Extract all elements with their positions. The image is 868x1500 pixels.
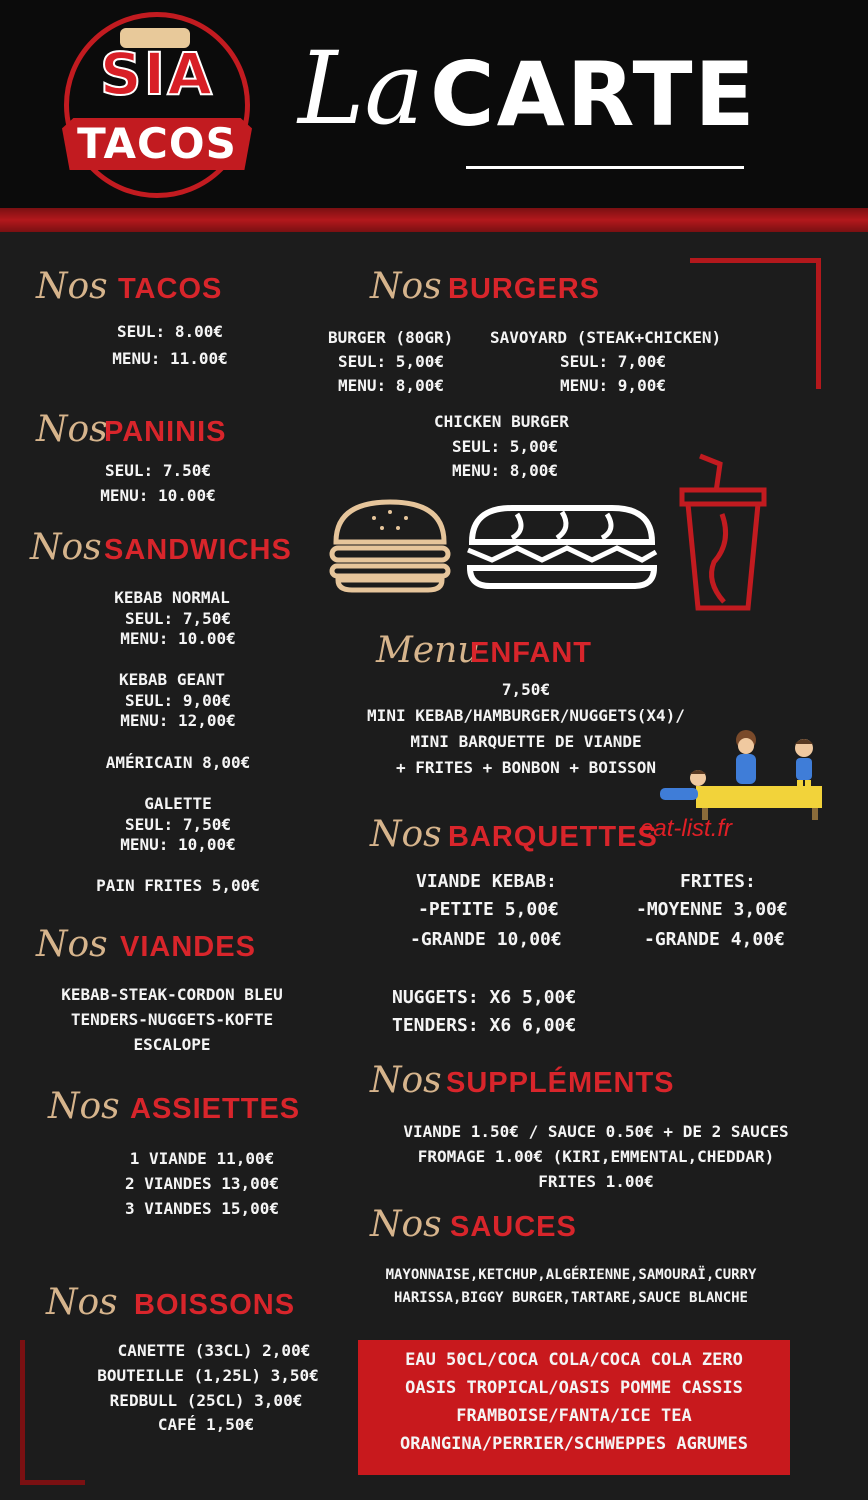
cup-icon — [676, 452, 770, 614]
chicken-burger-seul: SEUL: 5,00€ — [452, 437, 558, 456]
section-title-tacos: TACOS — [118, 273, 223, 305]
drinks-line-1: EAU 50CL/COCA COLA/COCA COLA ZERO — [405, 1350, 743, 1370]
tacos-seul: SEUL: 8.00€ — [117, 322, 223, 341]
enfant-line-2: MINI BARQUETTE DE VIANDE — [410, 732, 642, 751]
corner-frame-top-right — [690, 258, 821, 389]
section-script-tacos: Nos — [36, 266, 108, 307]
assiettes-2: 2 VIANDES 13,00€ — [124, 1174, 280, 1193]
burger-seul: SEUL: 5,00€ — [338, 352, 444, 371]
savoyard-seul: SEUL: 7,00€ — [560, 352, 666, 371]
kebab-geant-seul: SEUL: 9,00€ — [125, 691, 231, 710]
paninis-seul: SEUL: 7.50€ — [105, 461, 211, 480]
section-title-sandwichs: SANDWICHS — [104, 534, 292, 566]
supplements-line-2: FROMAGE 1.00€ (KIRI,EMMENTAL,CHEDDAR) — [417, 1147, 775, 1166]
supplements-line-3: FRITES 1.00€ — [538, 1172, 654, 1191]
drinks-line-4: ORANGINA/PERRIER/SCHWEPPES AGRUMES — [400, 1434, 748, 1454]
red-divider-band — [0, 208, 868, 232]
savoyard-menu: MENU: 9,00€ — [560, 376, 666, 395]
galette-menu: MENU: 10,00€ — [120, 835, 236, 854]
title-underline — [466, 166, 744, 169]
section-script-burgers: Nos — [370, 266, 442, 307]
barquette-viande-title: VIANDE KEBAB: — [416, 871, 557, 892]
barquette-viande-grande: -GRANDE 10,00€ — [410, 929, 562, 950]
savoyard-name: SAVOYARD (STEAK+CHICKEN) — [490, 328, 722, 347]
enfant-line-1: MINI KEBAB/HAMBURGER/NUGGETS(X4)/ — [367, 706, 685, 725]
drinks-line-2: OASIS TROPICAL/OASIS POMME CASSIS — [405, 1378, 743, 1398]
section-title-boissons: BOISSONS — [134, 1289, 296, 1321]
section-script-paninis: Nos — [36, 409, 108, 450]
section-script-supplements: Nos — [370, 1060, 442, 1101]
boissons-redbull: REDBULL (25CL) 3,00€ — [109, 1391, 303, 1410]
section-script-barquettes: Nos — [370, 814, 442, 855]
viandes-line-3: ESCALOPE — [133, 1035, 211, 1054]
tacos-menu: MENU: 11.00€ — [112, 349, 228, 368]
section-title-paninis: PANINIS — [104, 416, 227, 448]
kebab-normal-seul: SEUL: 7,50€ — [125, 609, 231, 628]
title-script: La — [298, 30, 425, 147]
boissons-cafe: CAFÉ 1,50€ — [157, 1415, 255, 1434]
kebab-normal-name: KEBAB NORMAL — [114, 588, 230, 607]
burger-name: BURGER (80GR) — [328, 328, 454, 347]
section-title-assiettes: ASSIETTES — [130, 1093, 301, 1125]
boissons-canette: CANETTE (33CL) 2,00€ — [117, 1341, 311, 1360]
section-script-boissons: Nos — [46, 1282, 118, 1323]
enfant-price: 7,50€ — [501, 680, 551, 699]
section-script-enfant: Menu — [376, 630, 481, 671]
kebab-geant-name: KEBAB GEANT — [119, 670, 225, 689]
section-title-viandes: VIANDES — [120, 931, 256, 963]
section-script-sandwichs: Nos — [30, 527, 102, 568]
barquette-nuggets: NUGGETS: X6 5,00€ — [392, 987, 577, 1008]
burger-menu: MENU: 8,00€ — [338, 376, 444, 395]
section-script-viandes: Nos — [36, 924, 108, 965]
americain-price: AMÉRICAIN 8,00€ — [105, 753, 251, 772]
kids-illustration — [642, 726, 828, 822]
barquette-viande-petite: -PETITE 5,00€ — [418, 899, 559, 920]
galette-name: GALETTE — [144, 794, 212, 813]
chicken-burger-name: CHICKEN BURGER — [434, 412, 569, 431]
assiettes-1: 1 VIANDE 11,00€ — [129, 1149, 275, 1168]
drinks-line-3: FRAMBOISE/FANTA/ICE TEA — [456, 1406, 692, 1426]
section-title-sauces: SAUCES — [450, 1211, 577, 1243]
sandwich-icon — [462, 502, 662, 590]
viandes-line-2: TENDERS-NUGGETS-KOFTE — [70, 1010, 274, 1029]
supplements-line-1: VIANDE 1.50€ / SAUCE 0.50€ + DE 2 SAUCES — [403, 1122, 789, 1141]
boissons-bouteille: BOUTEILLE (1,25L) 3,50€ — [97, 1366, 319, 1385]
logo-text-bottom: TACOS — [77, 119, 237, 168]
chicken-burger-menu: MENU: 8,00€ — [452, 461, 558, 480]
barquette-frites-grande: -GRANDE 4,00€ — [644, 929, 785, 950]
section-script-assiettes: Nos — [48, 1086, 120, 1127]
burger-icon — [328, 496, 452, 594]
enfant-line-3: + FRITES + BONBON + BOISSON — [395, 758, 657, 777]
barquette-frites-moyenne: -MOYENNE 3,00€ — [636, 899, 788, 920]
paninis-menu: MENU: 10.00€ — [100, 486, 216, 505]
barquette-tenders: TENDERS: X6 6,00€ — [392, 1015, 577, 1036]
assiettes-3: 3 VIANDES 15,00€ — [124, 1199, 280, 1218]
sauces-line-1: MAYONNAISE,KETCHUP,ALGÉRIENNE,SAMOURAÏ,CURRY — [385, 1267, 757, 1283]
section-title-burgers: BURGERS — [448, 273, 601, 305]
pain-frites-price: PAIN FRITES 5,00€ — [96, 876, 260, 895]
kebab-normal-menu: MENU: 10.00€ — [120, 629, 236, 648]
section-title-barquettes: BARQUETTES — [448, 821, 658, 853]
galette-seul: SEUL: 7,50€ — [125, 815, 231, 834]
section-title-enfant: ENFANT — [470, 637, 592, 669]
section-title-supplements: SUPPLÉMENTS — [446, 1067, 675, 1099]
section-script-sauces: Nos — [370, 1204, 442, 1245]
kebab-geant-menu: MENU: 12,00€ — [120, 711, 236, 730]
viandes-line-1: KEBAB-STEAK-CORDON BLEU — [61, 985, 283, 1004]
page-title: CARTE — [430, 43, 757, 146]
barquette-frites-title: FRITES: — [680, 871, 756, 892]
watermark: eat-list.fr — [640, 815, 733, 842]
logo-text-top: SIA — [99, 40, 215, 108]
sauces-line-2: HARISSA,BIGGY BURGER,TARTARE,SAUCE BLANCHE — [393, 1290, 748, 1306]
